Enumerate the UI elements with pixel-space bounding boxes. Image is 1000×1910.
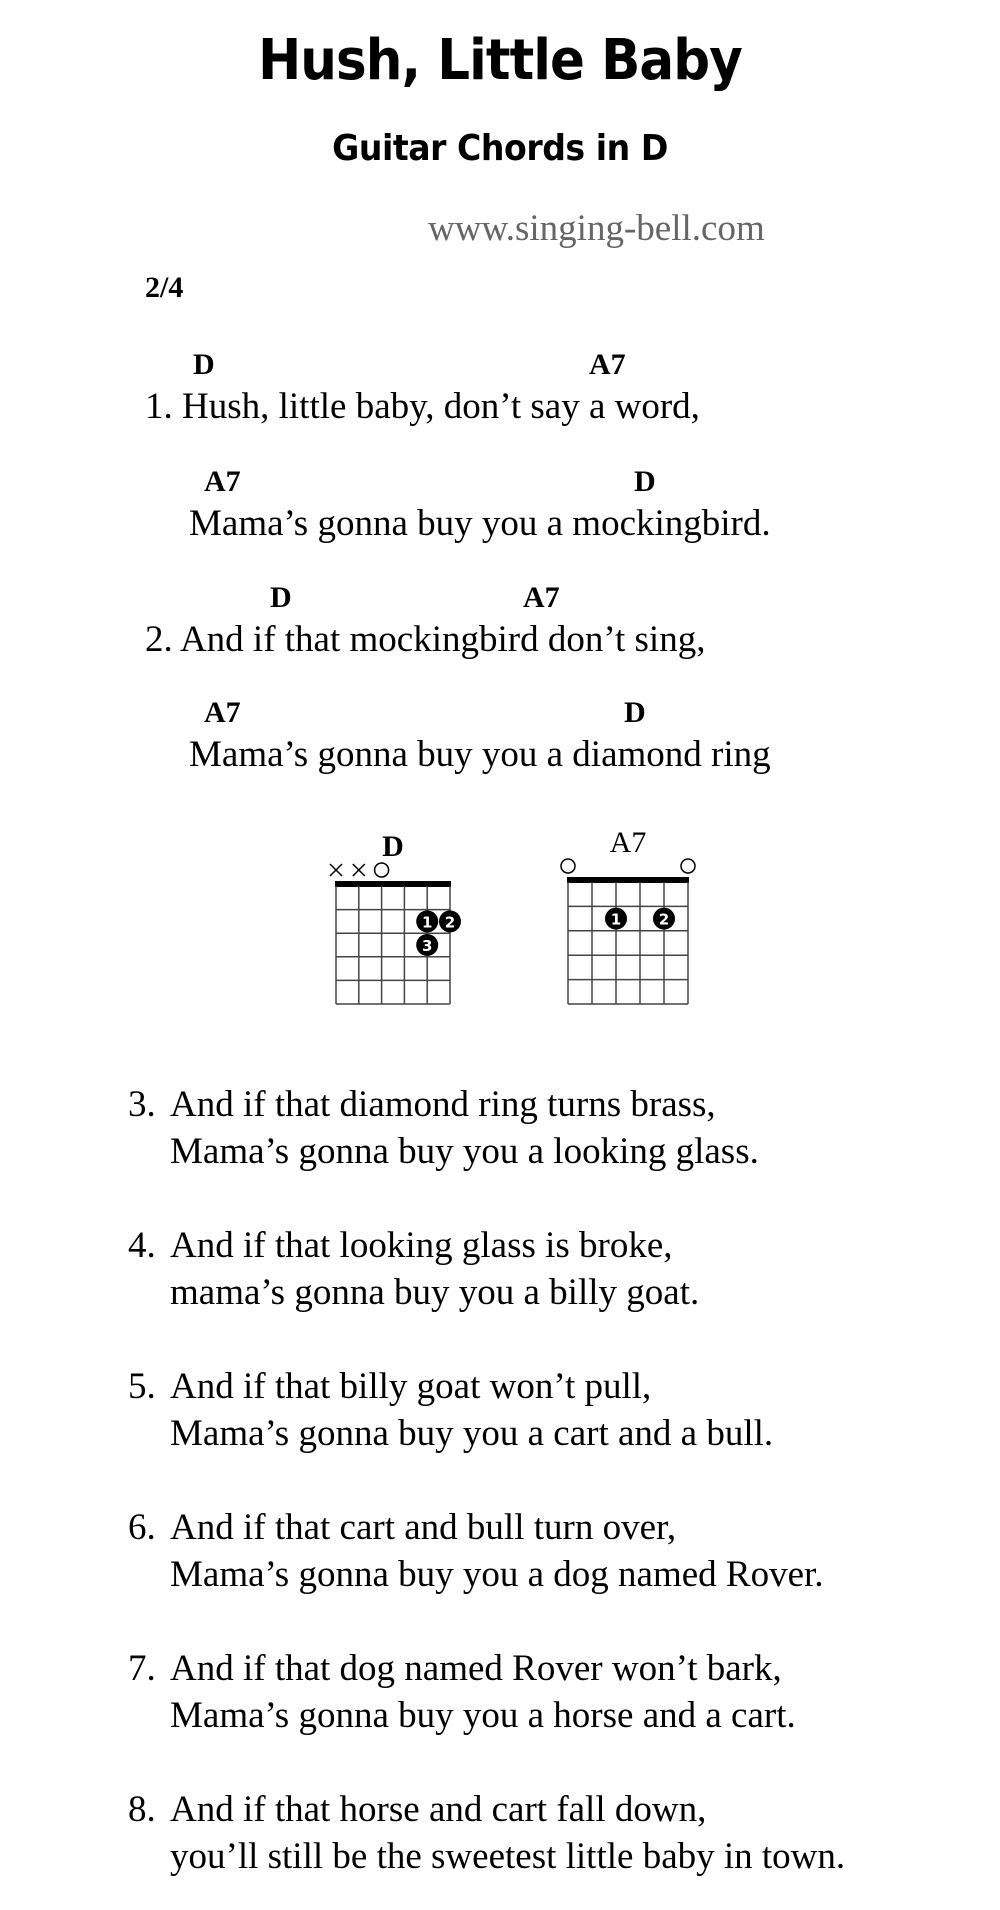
verse-block: [128, 1222, 699, 1316]
lyric-line: And if that cart and bull turn over,: [170, 1507, 677, 1548]
verse-number: 7.: [128, 1648, 156, 1689]
verse-line: [128, 1786, 845, 1833]
verse-number: 6.: [128, 1507, 156, 1548]
verse-number: 8.: [128, 1789, 156, 1830]
chord-diagram-svg: [330, 828, 460, 1008]
song-subtitle: Guitar Chords in D: [332, 128, 668, 169]
website-url: www.singing-bell.com: [428, 208, 765, 249]
nut: [567, 877, 689, 883]
lyric-line: Mama’s gonna buy you a mockingbird.: [189, 503, 771, 544]
muted-string-marker: [353, 864, 365, 876]
svg-text:2: 2: [658, 910, 670, 929]
verse-block: [128, 1504, 824, 1598]
lyric-line: And if that diamond ring turns brass,: [170, 1084, 716, 1125]
nut: [335, 881, 451, 887]
verse-block: [128, 1081, 759, 1175]
finger-dot: [605, 908, 627, 930]
lyric-line: mama’s gonna buy you a billy goat.: [170, 1272, 700, 1313]
verse-block: [128, 1786, 845, 1880]
svg-text:1: 1: [421, 913, 433, 932]
chord-label: A7: [204, 465, 241, 498]
lyric-line: Mama’s gonna buy you a cart and a bull.: [170, 1413, 774, 1454]
finger-dot: [416, 910, 438, 932]
verse-line: [128, 1645, 796, 1692]
lyric-line: Mama’s gonna buy you a looking glass.: [170, 1131, 759, 1172]
lyric-line: you’ll still be the sweetest little baby in town.: [170, 1836, 846, 1877]
lyric-line: And if that dog named Rover won’t bark,: [170, 1648, 782, 1689]
verse-line: [128, 1504, 824, 1551]
chord-label: D: [270, 581, 292, 614]
chord-label: D: [634, 465, 656, 498]
lyric-line: 2. And if that mockingbird don’t sing,: [145, 619, 706, 660]
finger-dot: [439, 910, 461, 932]
lyric-line: And if that horse and cart fall down,: [170, 1789, 707, 1830]
verse-number: 4.: [128, 1225, 156, 1266]
lyric-line: And if that looking glass is broke,: [170, 1225, 673, 1266]
svg-text:2: 2: [444, 913, 456, 932]
lyric-line: Mama’s gonna buy you a dog named Rover.: [170, 1554, 824, 1595]
song-title: Hush, Little Baby: [258, 28, 742, 93]
time-signature: 2/4: [145, 271, 184, 304]
lyric-line: And if that billy goat won’t pull,: [170, 1366, 652, 1407]
chord-diagram-a7: [567, 824, 697, 1013]
svg-text:1: 1: [610, 910, 622, 929]
chord-label: D: [624, 696, 646, 729]
chord-label: A7: [589, 348, 626, 381]
chord-label: D: [193, 348, 215, 381]
verse-number: 3.: [128, 1084, 156, 1125]
muted-string-marker: [330, 864, 342, 876]
finger-dot: [416, 934, 438, 956]
lyric-line: Mama’s gonna buy you a diamond ring: [189, 734, 771, 775]
verse-line: [128, 1222, 699, 1269]
verse-block: [128, 1363, 773, 1457]
chord-label: A7: [204, 696, 241, 729]
verse-line: [128, 1363, 773, 1410]
lyric-line: 1. Hush, little baby, don’t say a word,: [145, 386, 700, 427]
chord-label: A7: [523, 581, 560, 614]
finger-dot: [653, 908, 675, 930]
chord-diagram-name: D: [382, 830, 404, 863]
verse-line: [128, 1081, 759, 1128]
open-string-marker: [375, 863, 389, 877]
verse-number: 5.: [128, 1366, 156, 1407]
lyric-line: Mama’s gonna buy you a horse and a cart.: [170, 1695, 796, 1736]
chord-diagram-name: A7: [609, 826, 647, 859]
open-string-marker: [681, 859, 695, 873]
verse-block: [128, 1645, 796, 1739]
chord-diagram-svg: [567, 824, 697, 1008]
chord-diagram-d: [330, 828, 460, 1013]
svg-text:3: 3: [421, 937, 433, 955]
open-string-marker: [561, 859, 575, 873]
